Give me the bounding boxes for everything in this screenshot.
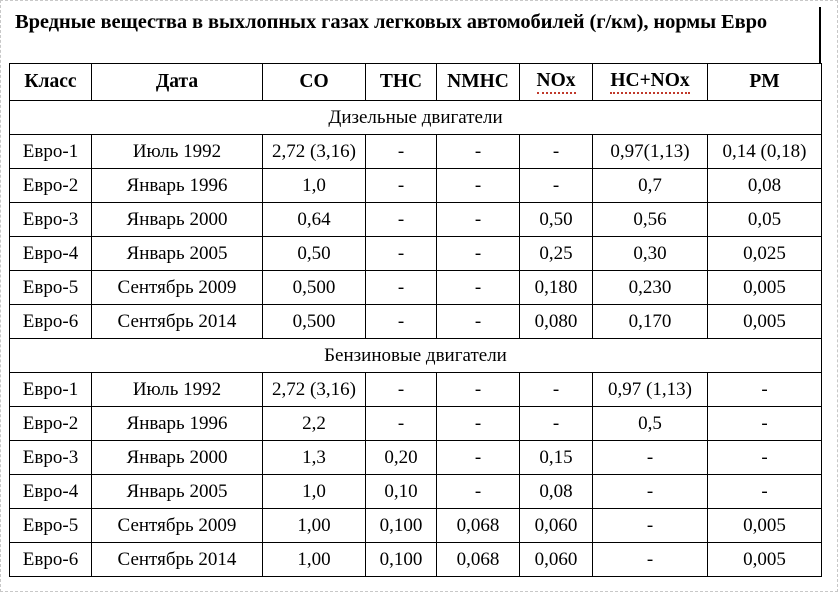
cell-date: Январь 2005 [92, 475, 263, 509]
cell-pm: 0,08 [708, 169, 822, 203]
column-header-class: Класс [10, 64, 92, 101]
column-header-hcnox [593, 64, 708, 101]
cell-pm: 0,14 (0,18) [708, 135, 822, 169]
cell-co: 1,3 [263, 441, 366, 475]
cell-thc: 0,100 [366, 543, 437, 577]
cell-thc: 0,20 [366, 441, 437, 475]
cell-co: 2,72 (3,16) [263, 135, 366, 169]
cell-nmhc: - [437, 475, 520, 509]
cell-class: Евро-6 [10, 543, 92, 577]
cell-hcnox: 0,7 [593, 169, 708, 203]
cell-date: Сентябрь 2009 [92, 271, 263, 305]
column-header-date: Дата [92, 64, 263, 101]
cell-pm: 0,05 [708, 203, 822, 237]
cell-co: 0,500 [263, 271, 366, 305]
cell-pm: - [708, 441, 822, 475]
section-heading-row [10, 339, 822, 373]
table-row [10, 441, 822, 475]
cell-date: Сентябрь 2009 [92, 509, 263, 543]
cell-date: Январь 2005 [92, 237, 263, 271]
cell-hcnox: 0,97 (1,13) [593, 373, 708, 407]
column-header-thc: THC [366, 64, 437, 101]
cell-co: 0,500 [263, 305, 366, 339]
cell-nmhc: - [437, 135, 520, 169]
table-row [10, 237, 822, 271]
cell-nox: - [520, 135, 593, 169]
cell-nox: - [520, 407, 593, 441]
cell-co: 1,0 [263, 169, 366, 203]
cell-hcnox: - [593, 441, 708, 475]
cell-nox: 0,080 [520, 305, 593, 339]
cell-date: Январь 1996 [92, 169, 263, 203]
cell-thc: - [366, 203, 437, 237]
cell-co: 2,2 [263, 407, 366, 441]
cell-date: Январь 2000 [92, 441, 263, 475]
column-header-co: CO [263, 64, 366, 101]
cell-nox: 0,060 [520, 543, 593, 577]
cell-co: 1,00 [263, 543, 366, 577]
cell-hcnox: 0,56 [593, 203, 708, 237]
cell-class: Евро-6 [10, 305, 92, 339]
cell-hcnox: - [593, 543, 708, 577]
cell-class: Евро-5 [10, 271, 92, 305]
emissions-table [9, 63, 822, 577]
cell-class: Евро-1 [10, 135, 92, 169]
table-row [10, 135, 822, 169]
cell-nmhc: - [437, 305, 520, 339]
table-row [10, 373, 822, 407]
cell-pm: - [708, 475, 822, 509]
cell-nmhc: - [437, 237, 520, 271]
column-header-nmhc: NMHC [437, 64, 520, 101]
cell-class: Евро-2 [10, 407, 92, 441]
cell-nox: 0,50 [520, 203, 593, 237]
cell-pm: 0,025 [708, 237, 822, 271]
column-header-pm: PM [708, 64, 822, 101]
page-title: Вредные вещества в выхлопных газах легковых автомобилей (г/км), нормы Евро [15, 11, 768, 33]
cell-hcnox: - [593, 509, 708, 543]
table-body [10, 101, 822, 577]
cell-thc: 0,10 [366, 475, 437, 509]
cell-pm: 0,005 [708, 271, 822, 305]
cell-nox: 0,15 [520, 441, 593, 475]
cell-nmhc: - [437, 373, 520, 407]
cell-co: 0,64 [263, 203, 366, 237]
table-row [10, 271, 822, 305]
cell-pm: - [708, 407, 822, 441]
spellcheck-underline: HC+NOx [610, 71, 689, 94]
cell-hcnox: 0,5 [593, 407, 708, 441]
cell-thc: - [366, 135, 437, 169]
table-title-box [9, 7, 821, 63]
cell-co: 2,72 (3,16) [263, 373, 366, 407]
cell-nmhc: 0,068 [437, 509, 520, 543]
cell-thc: 0,100 [366, 509, 437, 543]
cell-thc: - [366, 169, 437, 203]
table-row [10, 475, 822, 509]
cell-pm: 0,005 [708, 509, 822, 543]
cell-nox: 0,25 [520, 237, 593, 271]
cell-class: Евро-4 [10, 475, 92, 509]
section-heading: Бензиновые двигатели [10, 339, 822, 373]
cell-date: Сентябрь 2014 [92, 305, 263, 339]
cell-hcnox: 0,230 [593, 271, 708, 305]
cell-thc: - [366, 305, 437, 339]
cell-nmhc: - [437, 441, 520, 475]
table-row [10, 509, 822, 543]
cell-hcnox: 0,97(1,13) [593, 135, 708, 169]
cell-thc: - [366, 237, 437, 271]
cell-class: Евро-1 [10, 373, 92, 407]
cell-nox: - [520, 373, 593, 407]
cell-class: Евро-3 [10, 203, 92, 237]
cell-date: Январь 1996 [92, 407, 263, 441]
table-row [10, 169, 822, 203]
table-row [10, 407, 822, 441]
cell-hcnox: 0,170 [593, 305, 708, 339]
column-header-nox [520, 64, 593, 101]
cell-pm: 0,005 [708, 305, 822, 339]
cell-pm: - [708, 373, 822, 407]
cell-nox: 0,060 [520, 509, 593, 543]
cell-class: Евро-5 [10, 509, 92, 543]
cell-thc: - [366, 373, 437, 407]
cell-date: Январь 2000 [92, 203, 263, 237]
cell-nox: 0,180 [520, 271, 593, 305]
table-header [10, 64, 822, 101]
cell-co: 1,00 [263, 509, 366, 543]
cell-nmhc: - [437, 169, 520, 203]
cell-class: Евро-4 [10, 237, 92, 271]
cell-nmhc: - [437, 271, 520, 305]
section-heading: Дизельные двигатели [10, 101, 822, 135]
cell-thc: - [366, 271, 437, 305]
cell-hcnox: - [593, 475, 708, 509]
cell-thc: - [366, 407, 437, 441]
table-header-row [10, 64, 822, 101]
cell-class: Евро-3 [10, 441, 92, 475]
cell-co: 0,50 [263, 237, 366, 271]
cell-date: Июль 1992 [92, 373, 263, 407]
table-row [10, 305, 822, 339]
cell-hcnox: 0,30 [593, 237, 708, 271]
cell-pm: 0,005 [708, 543, 822, 577]
cell-nox: 0,08 [520, 475, 593, 509]
section-heading-row [10, 101, 822, 135]
table-row [10, 543, 822, 577]
cell-nmhc: 0,068 [437, 543, 520, 577]
cell-class: Евро-2 [10, 169, 92, 203]
cell-date: Июль 1992 [92, 135, 263, 169]
cell-nox: - [520, 169, 593, 203]
cell-nmhc: - [437, 203, 520, 237]
table-row [10, 203, 822, 237]
spellcheck-underline: NOx [537, 71, 576, 94]
cell-co: 1,0 [263, 475, 366, 509]
cell-date: Сентябрь 2014 [92, 543, 263, 577]
cell-nmhc: - [437, 407, 520, 441]
